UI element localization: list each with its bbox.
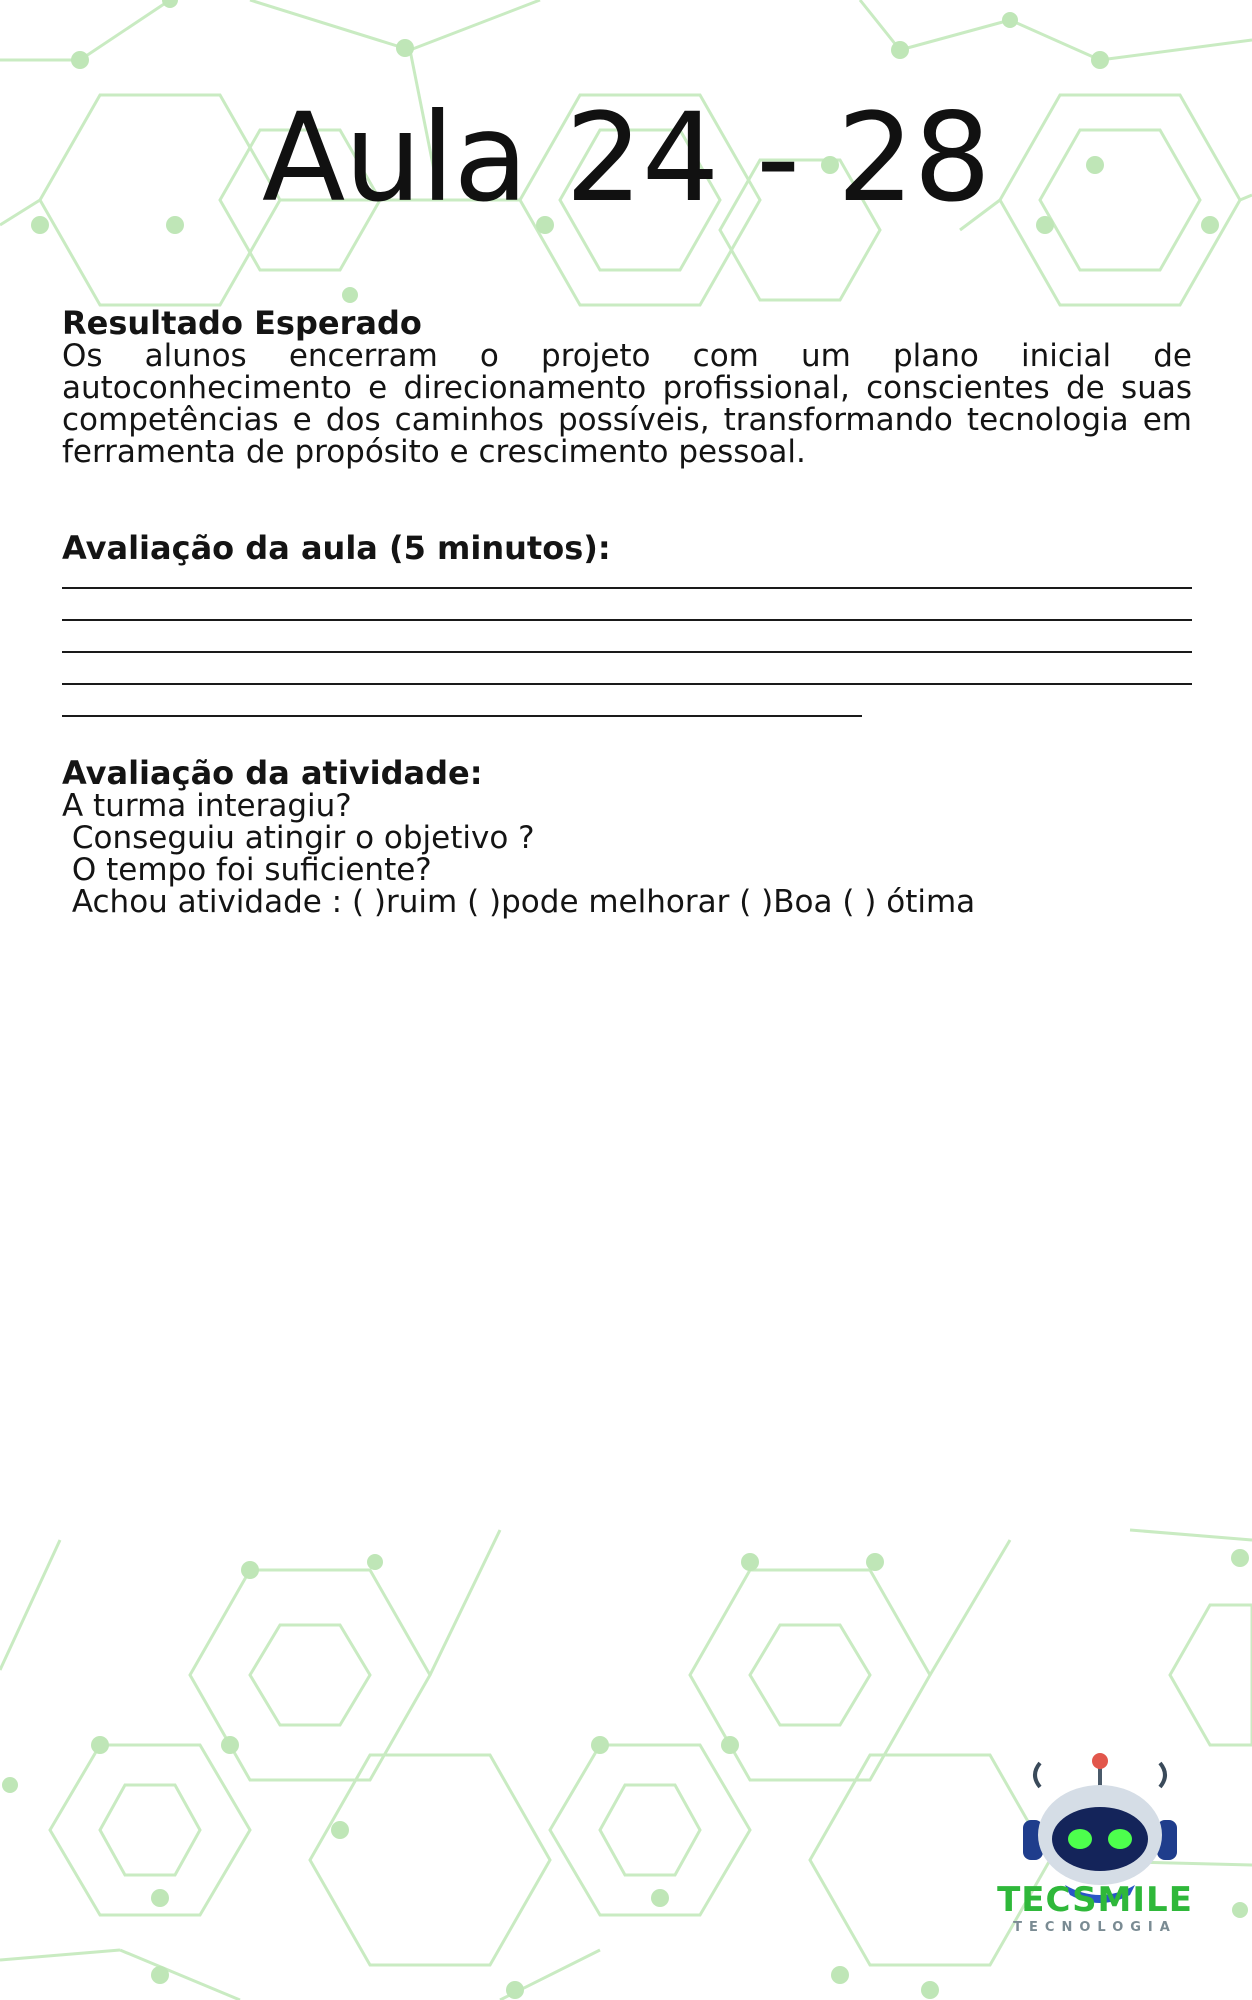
question-line: Conseguiu atingir o objetivo ? — [62, 820, 535, 856]
avaliacao-aula-heading: Avaliação da aula (5 minutos): — [62, 529, 611, 567]
brand-name: TECSMILE — [997, 1880, 1193, 1920]
avaliacao-atividade-heading: Avaliação da atividade: — [62, 754, 483, 792]
answer-line[interactable] — [62, 683, 1192, 685]
answer-line[interactable] — [62, 619, 1192, 621]
avaliacao-atividade-section — [62, 756, 1192, 918]
answer-line[interactable] — [62, 587, 1192, 589]
resultado-text: Os alunos encerram o projeto com um plano inicial de autoconhecimento e direcionamento profissional, conscientes de suas competências e dos caminhos possíveis, transformando tecnologia em ferramenta de propósito e crescimento pessoal. — [62, 338, 1192, 470]
question-line: O tempo foi suficiente? — [62, 852, 432, 888]
question-line: A turma interagiu? — [62, 788, 352, 824]
answer-line[interactable] — [62, 651, 1192, 653]
resultado-heading: Resultado Esperado — [62, 304, 422, 342]
question-line: Achou atividade : ( )ruim ( )pode melhorar ( )Boa ( ) ótima — [62, 884, 976, 920]
answer-line[interactable] — [62, 715, 862, 717]
avaliacao-aula-section — [62, 531, 1192, 717]
brand-subtitle: TECNOLOGIA — [1013, 1920, 1177, 1935]
resultado-section — [62, 306, 1192, 468]
page-title: Aula 24 - 28 — [261, 87, 991, 229]
